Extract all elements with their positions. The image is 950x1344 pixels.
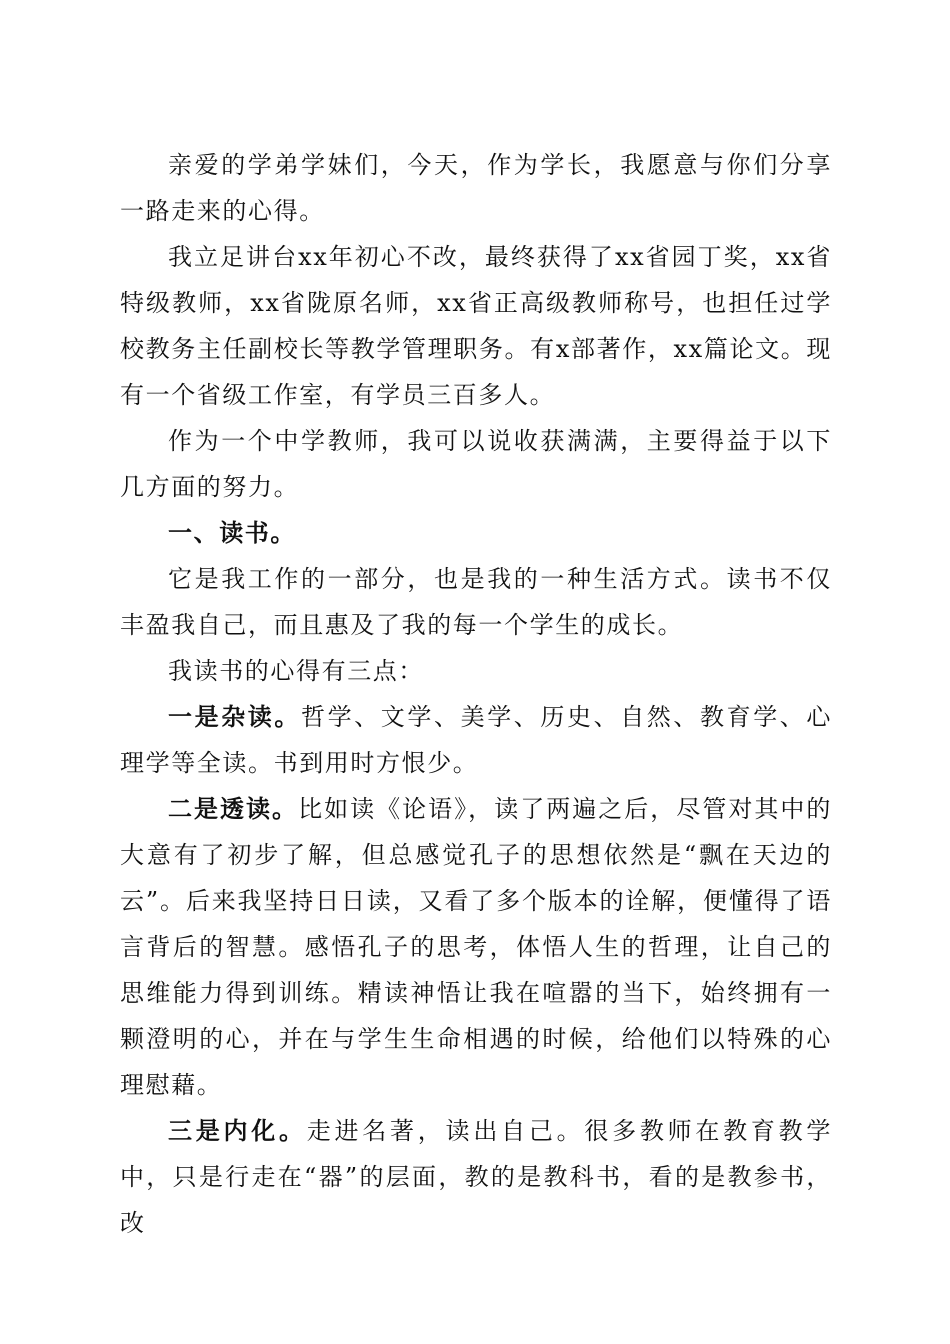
paragraph-point-three <box>120 1108 832 1246</box>
section-heading-reading-text: 一、读书。 <box>168 519 296 547</box>
paragraph-achievements <box>120 234 832 418</box>
paragraph-reading-points-text: 我读书的心得有三点： <box>168 657 424 685</box>
paragraph-summary <box>120 418 832 510</box>
point-three-lead: 三是内化。 <box>168 1116 307 1145</box>
paragraph-summary-text: 作为一个中学教师，我可以说收获满满，主要得益于以下几方面的努力。 <box>120 427 832 501</box>
paragraph-greeting <box>120 142 832 234</box>
point-three-text: 走进名著，读出自己。很多教师在教育教学中，只是行走在“器”的层面，教的是教科书，看的是教参书，改 <box>120 1117 832 1237</box>
point-two-lead: 二是透读。 <box>168 794 299 823</box>
point-one-lead: 一是杂读。 <box>168 702 301 731</box>
document-page <box>120 142 832 1246</box>
paragraph-achievements-text: 我立足讲台xx年初心不改，最终获得了xx省园丁奖，xx省特级教师，xx省陇原名师，xx省正高级教师称号，也担任过学校教务主任副校长等教学管理职务。有x部著作，xx篇论文。现有一个省级工作室，有学员三百多人。 <box>120 243 832 409</box>
point-two-text: 比如读《论语》，读了两遍之后，尽管对其中的大意有了初步了解，但总感觉孔子的思想依然是“飘在天边的云”。后来我坚持日日读，又看了多个版本的诠解，便懂得了语言背后的智慧。感悟孔子的思考，体悟人生的哲理，让自己的思维能力得到训练。精读神悟让我在喧嚣的当下，始终拥有一颗澄明的心，并在与学生生命相遇的时候，给他们以特殊的心理慰藉。 <box>120 795 832 1099</box>
section-heading-reading <box>120 510 832 556</box>
paragraph-point-two <box>120 786 832 1108</box>
paragraph-reading-intro-text: 它是我工作的一部分，也是我的一种生活方式。读书不仅丰盈我自己，而且惠及了我的每一个学生的成长。 <box>120 565 832 639</box>
point-one-text: 哲学、文学、美学、历史、自然、教育学、心理学等全读。书到用时方恨少。 <box>120 703 832 777</box>
paragraph-reading-points <box>120 648 832 694</box>
paragraph-greeting-text: 亲爱的学弟学妹们，今天，作为学长，我愿意与你们分享一路走来的心得。 <box>120 151 832 225</box>
paragraph-point-one <box>120 694 832 786</box>
paragraph-reading-intro <box>120 556 832 648</box>
